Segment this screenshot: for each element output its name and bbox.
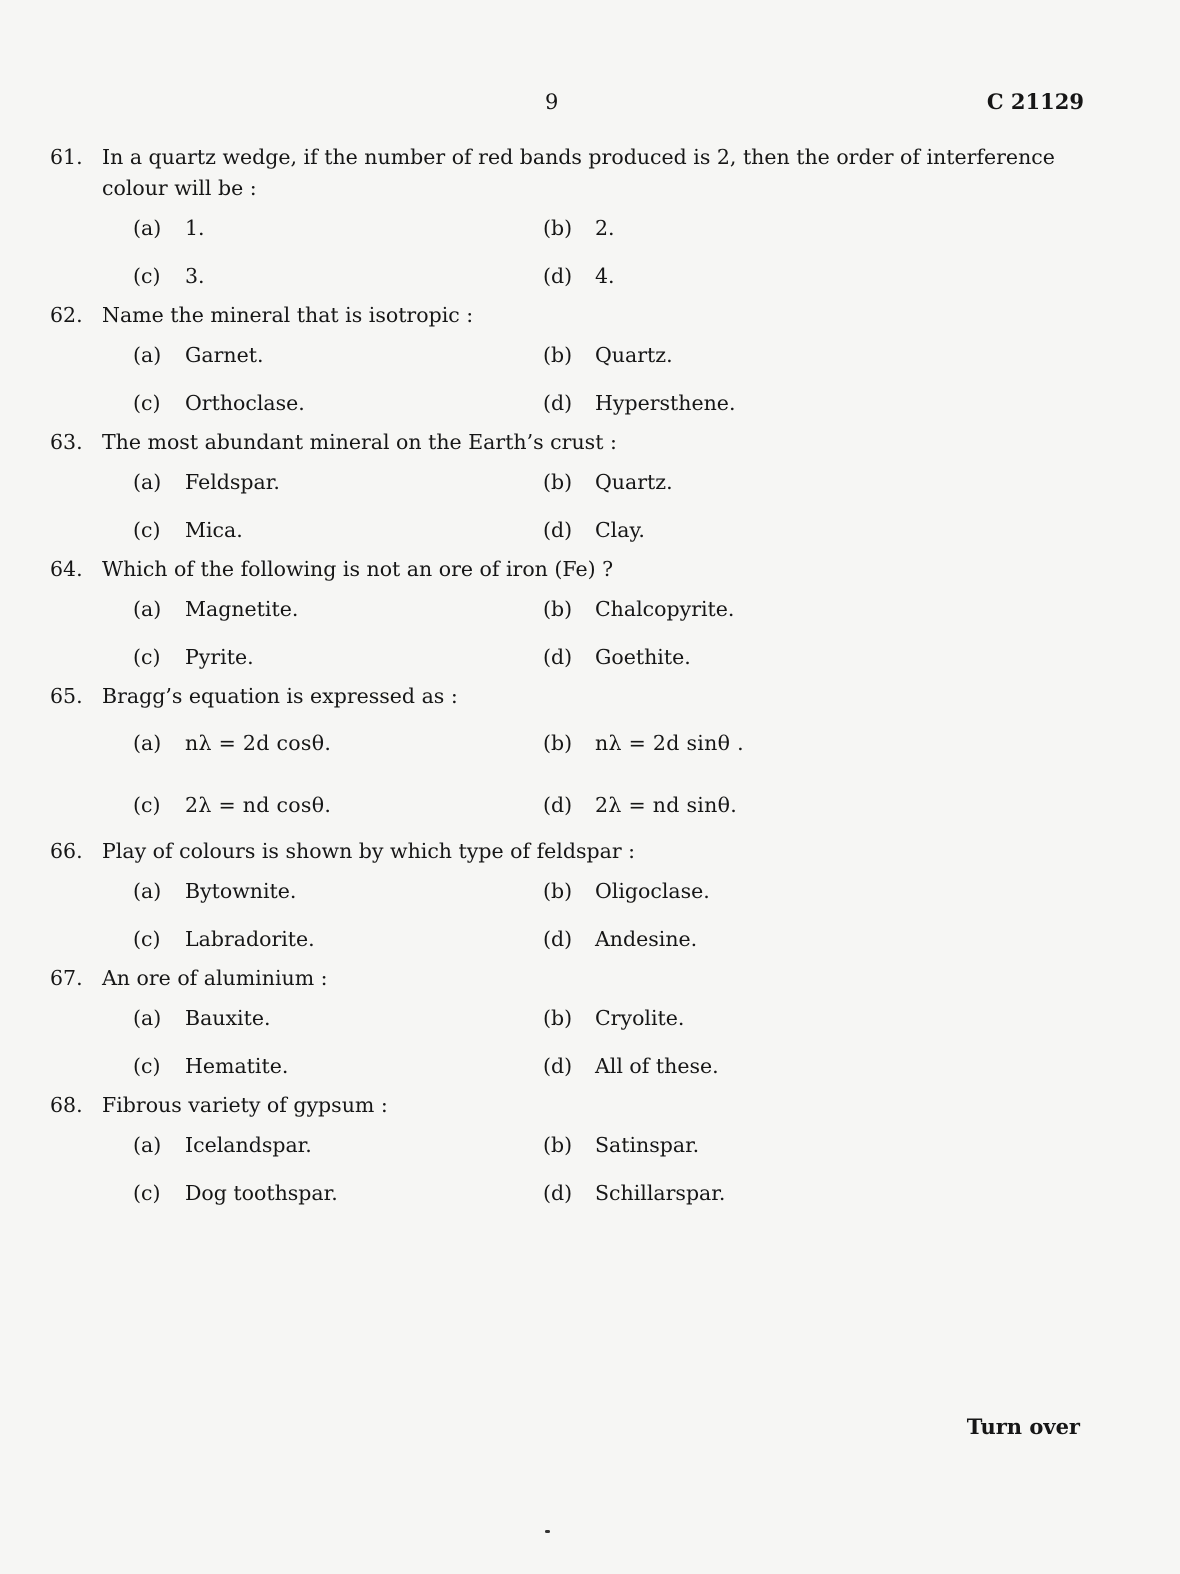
question-list (50, 142, 1090, 1217)
option-d (543, 264, 953, 288)
option-label: (c) (133, 793, 161, 817)
question-65 (50, 681, 1090, 836)
option-text: Satinspar. (595, 1133, 700, 1157)
option-text: Magnetite. (185, 597, 299, 621)
option-b (543, 470, 953, 494)
print-speck (545, 1530, 550, 1533)
option-label: (d) (543, 927, 573, 951)
option-formula: nλ = 2d cosθ. (185, 731, 332, 755)
option-c (133, 793, 543, 817)
option-label: (c) (133, 1054, 161, 1078)
option-label: (a) (133, 731, 162, 755)
option-label: (b) (543, 1133, 573, 1157)
option-d (543, 793, 953, 817)
option-d (543, 1181, 953, 1205)
option-formula: 2λ = nd sinθ. (595, 793, 738, 817)
option-text: Feldspar. (185, 470, 280, 494)
option-text: All of these. (595, 1054, 719, 1078)
option-label: (a) (133, 879, 162, 903)
option-a (133, 470, 543, 494)
question-text: In a quartz wedge, if the number of red bands produced is 2, then the order of interference colour will be : (102, 145, 1055, 200)
option-a (133, 216, 543, 240)
option-label: (a) (133, 597, 162, 621)
option-text: 3. (185, 264, 205, 288)
question-number: 65. (50, 684, 83, 708)
option-list (133, 1121, 1090, 1217)
option-label: (b) (543, 1006, 573, 1030)
option-text: Garnet. (185, 343, 264, 367)
option-label: (c) (133, 1181, 161, 1205)
option-c (133, 1181, 543, 1205)
option-label: (b) (543, 216, 573, 240)
option-label: (b) (543, 470, 573, 494)
option-label: (a) (133, 470, 162, 494)
option-text: Bauxite. (185, 1006, 271, 1030)
option-label: (c) (133, 264, 161, 288)
option-b (543, 1133, 953, 1157)
question-66 (50, 836, 1090, 963)
option-text: Quartz. (595, 470, 673, 494)
option-formula: nλ = 2d sinθ . (595, 731, 744, 755)
question-63 (50, 427, 1090, 554)
option-text: 2. (595, 216, 615, 240)
option-c (133, 1054, 543, 1078)
option-label: (d) (543, 793, 573, 817)
option-text: 1. (185, 216, 205, 240)
question-number: 68. (50, 1093, 83, 1117)
option-text: Hematite. (185, 1054, 289, 1078)
option-text: Pyrite. (185, 645, 254, 669)
option-list (133, 867, 1090, 963)
option-text: Hypersthene. (595, 391, 736, 415)
option-list (133, 585, 1090, 681)
option-text: Oligoclase. (595, 879, 710, 903)
question-number: 62. (50, 303, 83, 327)
question-text: Name the mineral that is isotropic : (102, 303, 474, 327)
option-label: (d) (543, 1181, 573, 1205)
option-text: Clay. (595, 518, 645, 542)
option-label: (c) (133, 391, 161, 415)
option-label: (d) (543, 391, 573, 415)
question-number: 64. (50, 557, 83, 581)
option-d (543, 645, 953, 669)
option-list (133, 458, 1090, 554)
option-a (133, 597, 543, 621)
question-68 (50, 1090, 1090, 1217)
option-a (133, 1006, 543, 1030)
option-b (543, 597, 953, 621)
option-text: Mica. (185, 518, 243, 542)
option-c (133, 264, 543, 288)
option-b (543, 879, 953, 903)
option-label: (d) (543, 1054, 573, 1078)
option-label: (b) (543, 343, 573, 367)
option-label: (d) (543, 264, 573, 288)
option-a (133, 731, 543, 755)
option-label: (c) (133, 518, 161, 542)
paper-code: C 21129 (986, 89, 1084, 114)
question-text: Play of colours is shown by which type of feldspar : (102, 839, 636, 863)
option-label: (d) (543, 518, 573, 542)
question-text: Which of the following is not an ore of iron (Fe) ? (102, 557, 614, 581)
option-d (543, 927, 953, 951)
option-text: Quartz. (595, 343, 673, 367)
option-c (133, 645, 543, 669)
option-list (133, 994, 1090, 1090)
option-label: (c) (133, 645, 161, 669)
option-label: (b) (543, 597, 573, 621)
option-d (543, 518, 953, 542)
option-text: Labradorite. (185, 927, 315, 951)
option-text: Goethite. (595, 645, 691, 669)
option-text: 4. (595, 264, 615, 288)
page-number: 9 (545, 90, 559, 114)
question-62 (50, 300, 1090, 427)
question-64 (50, 554, 1090, 681)
option-text: Bytownite. (185, 879, 297, 903)
question-text: An ore of aluminium : (102, 966, 328, 990)
option-label: (a) (133, 1133, 162, 1157)
question-number: 63. (50, 430, 83, 454)
question-number: 61. (50, 145, 83, 169)
question-text: Fibrous variety of gypsum : (102, 1093, 388, 1117)
option-a (133, 1133, 543, 1157)
option-text: Icelandspar. (185, 1133, 312, 1157)
option-label: (a) (133, 216, 162, 240)
question-text: Bragg’s equation is expressed as : (102, 684, 458, 708)
option-label: (a) (133, 1006, 162, 1030)
question-67 (50, 963, 1090, 1090)
option-label: (b) (543, 731, 573, 755)
option-c (133, 518, 543, 542)
option-d (543, 391, 953, 415)
option-formula: 2λ = nd cosθ. (185, 793, 332, 817)
option-label: (b) (543, 879, 573, 903)
option-label: (c) (133, 927, 161, 951)
option-text: Orthoclase. (185, 391, 305, 415)
option-b (543, 343, 953, 367)
option-text: Chalcopyrite. (595, 597, 735, 621)
option-text: Cryolite. (595, 1006, 685, 1030)
option-a (133, 343, 543, 367)
option-d (543, 1054, 953, 1078)
turn-over-note: Turn over (966, 1414, 1080, 1439)
option-text: Andesine. (595, 927, 698, 951)
option-list (133, 712, 1090, 836)
option-b (543, 216, 953, 240)
option-list (133, 331, 1090, 427)
option-c (133, 391, 543, 415)
option-c (133, 927, 543, 951)
question-61 (50, 142, 1090, 300)
question-number: 66. (50, 839, 83, 863)
question-number: 67. (50, 966, 83, 990)
option-label: (d) (543, 645, 573, 669)
question-text: The most abundant mineral on the Earth’s crust : (102, 430, 617, 454)
option-a (133, 879, 543, 903)
option-text: Dog toothspar. (185, 1181, 338, 1205)
option-text: Schillarspar. (595, 1181, 726, 1205)
option-b (543, 1006, 953, 1030)
option-b (543, 731, 953, 755)
option-label: (a) (133, 343, 162, 367)
option-list (133, 204, 1090, 300)
